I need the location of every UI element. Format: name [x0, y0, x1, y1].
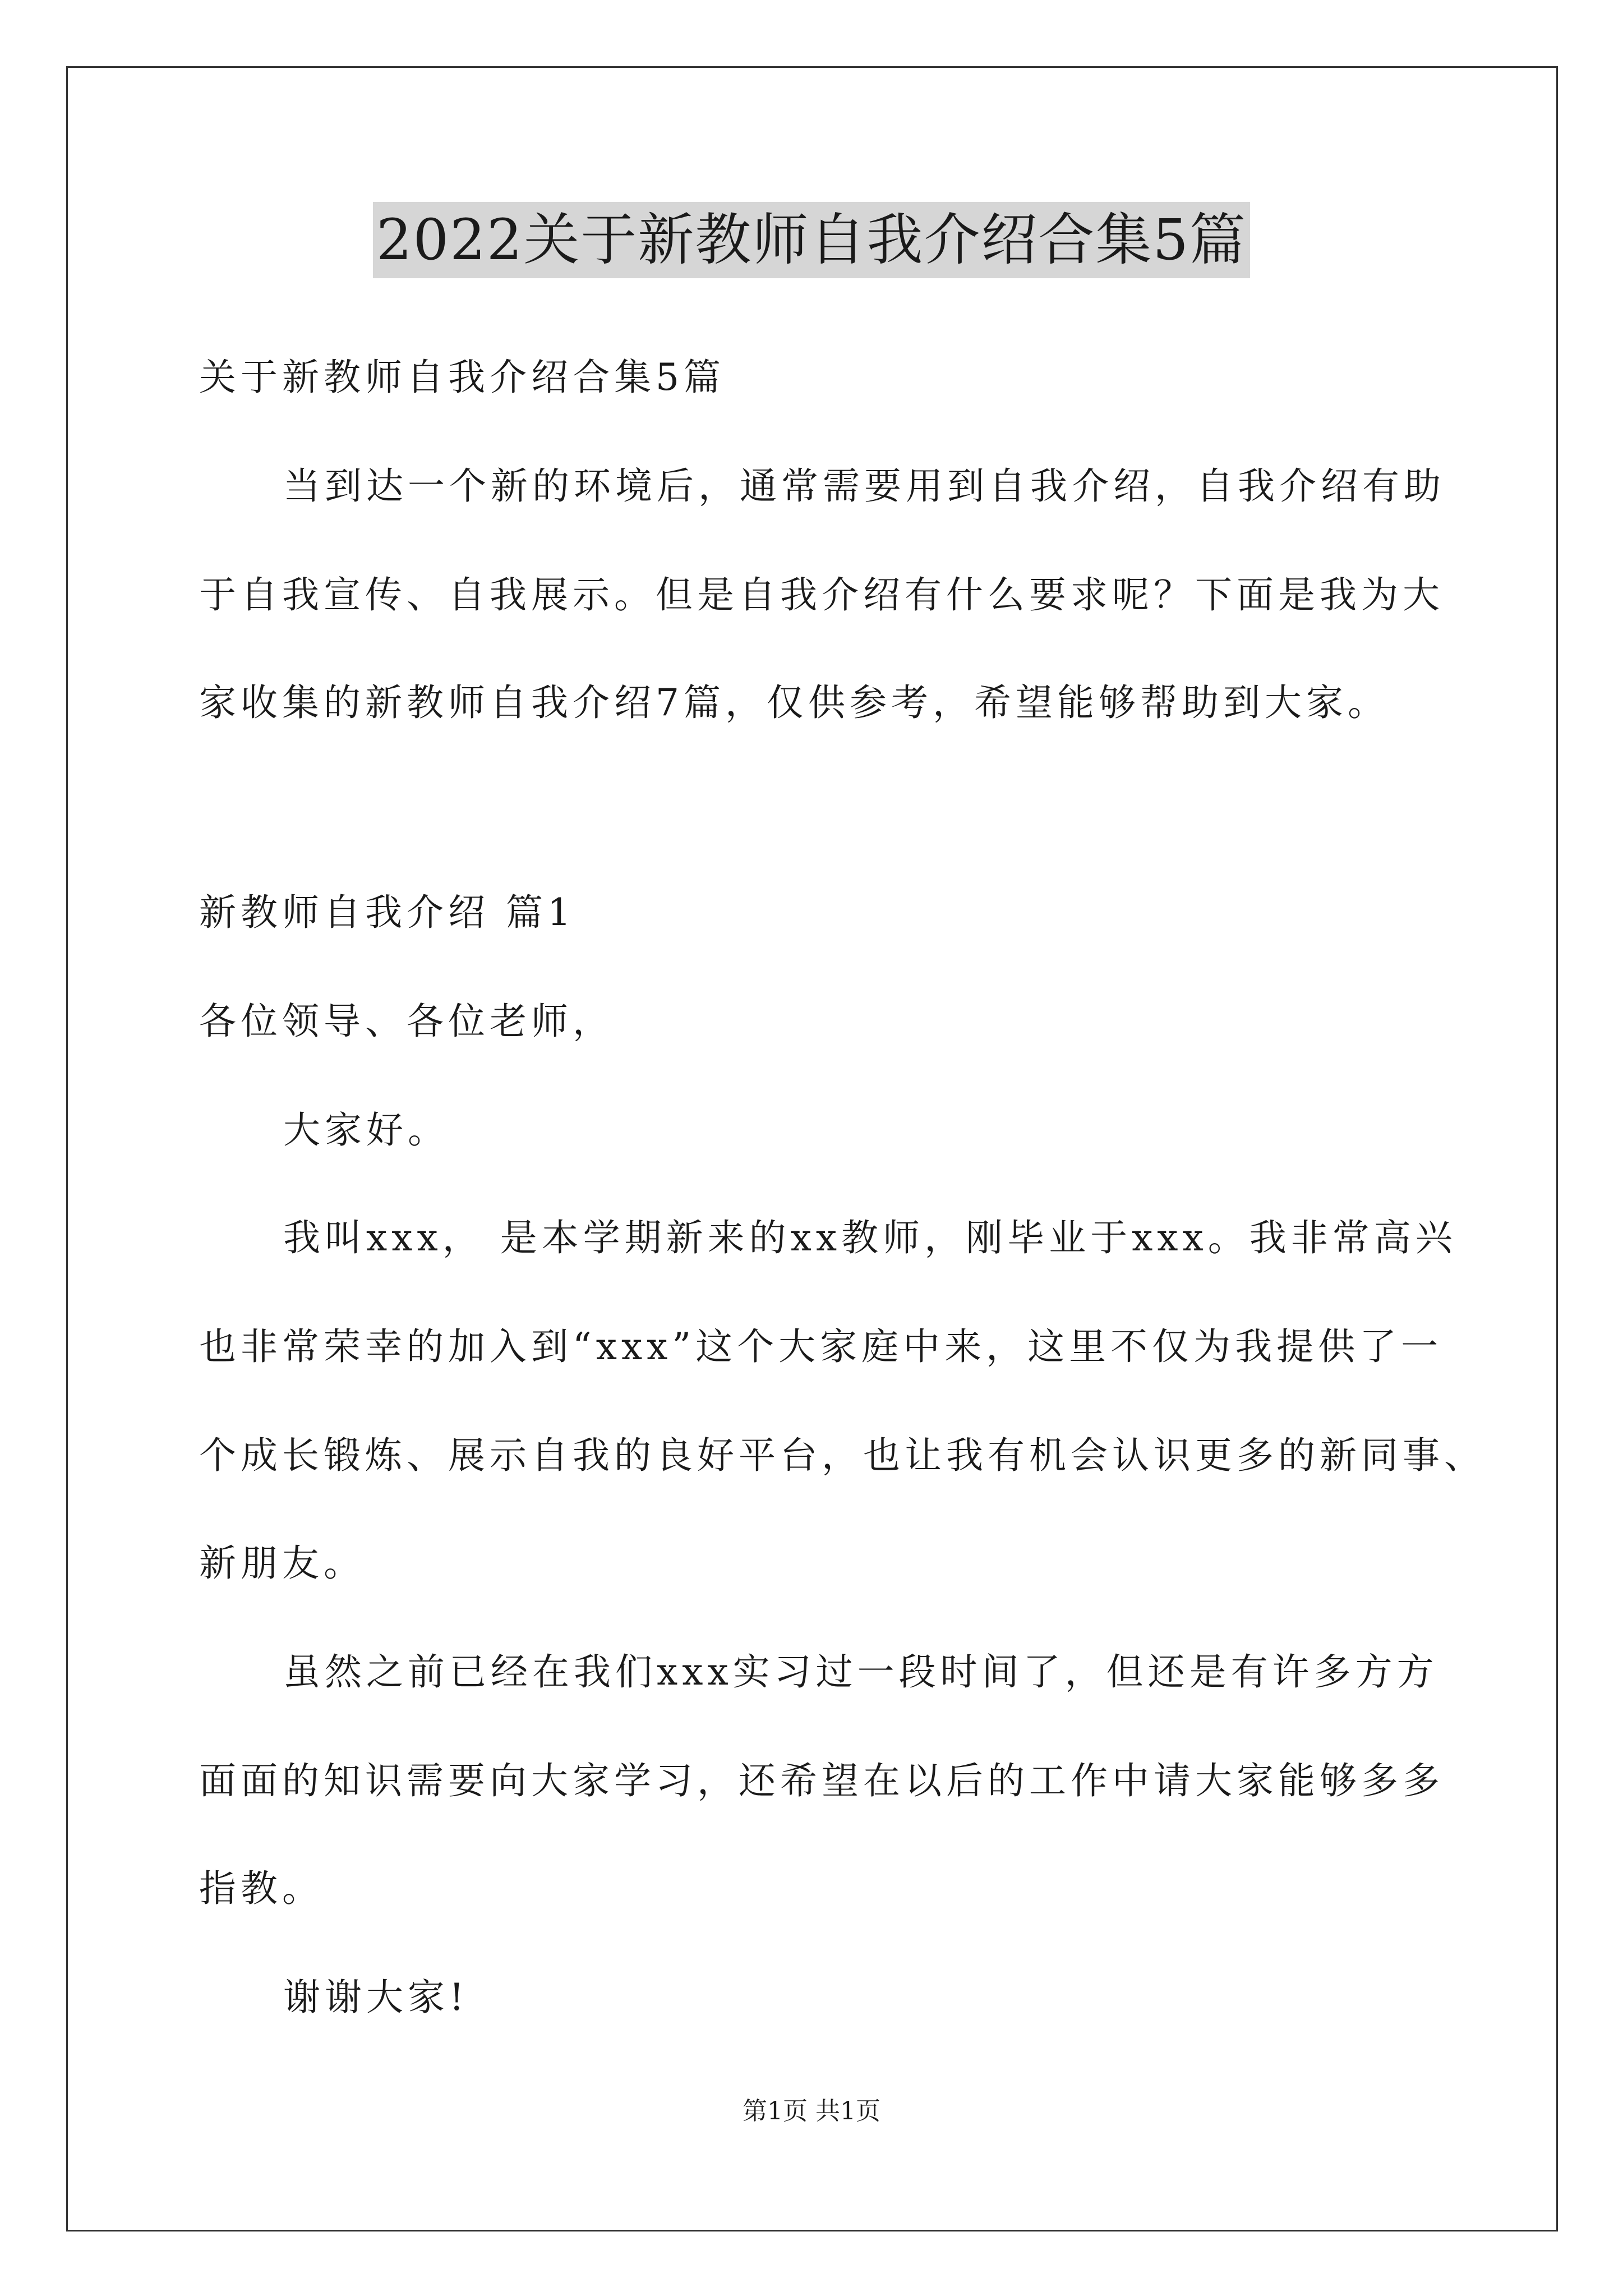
title-container — [0, 202, 1623, 278]
greeting: 大家好。 — [283, 1108, 449, 1152]
paragraph-line: 也非常荣幸的加入到“xxx”这个大家庭中来，这里不仅为我提供了一 — [199, 1325, 1443, 1368]
intro-line: 当到达一个新的环境后，通常需要用到自我介绍，自我介绍有助 — [283, 464, 1445, 508]
section-heading: 新教师自我介绍 篇1 — [199, 891, 575, 934]
paragraph-line: 面面的知识需要向大家学习，还希望在以后的工作中请大家能够多多 — [199, 1759, 1444, 1802]
paragraph-line: 新朋友。 — [199, 1542, 365, 1585]
document-title: 2022关于新教师自我介绍合集5篇 — [373, 202, 1250, 278]
salutation: 各位领导、各位老师， — [199, 1000, 614, 1043]
paragraph-line: 指教。 — [199, 1867, 324, 1910]
paragraph-line: 我叫xxx， 是本学期新来的xx教师，刚毕业于xxx。我非常高兴 — [283, 1216, 1457, 1259]
paragraph-line: 虽然之前已经在我们xxx实习过一段时间了，但还是有许多方方 — [283, 1650, 1438, 1694]
intro-line: 于自我宣传、自我展示。但是自我介绍有什么要求呢？下面是我为大 — [199, 573, 1444, 616]
closing: 谢谢大家! — [283, 1976, 469, 2019]
paragraph-line: 个成长锻炼、展示自我的良好平台，也让我有机会认识更多的新同事、 — [199, 1434, 1486, 1477]
page-footer: 第1页 共1页 — [743, 2097, 880, 2125]
subtitle: 关于新教师自我介绍合集5篇 — [199, 356, 725, 399]
intro-line: 家收集的新教师自我介绍7篇，仅供参考，希望能够帮助到大家。 — [199, 681, 1389, 724]
